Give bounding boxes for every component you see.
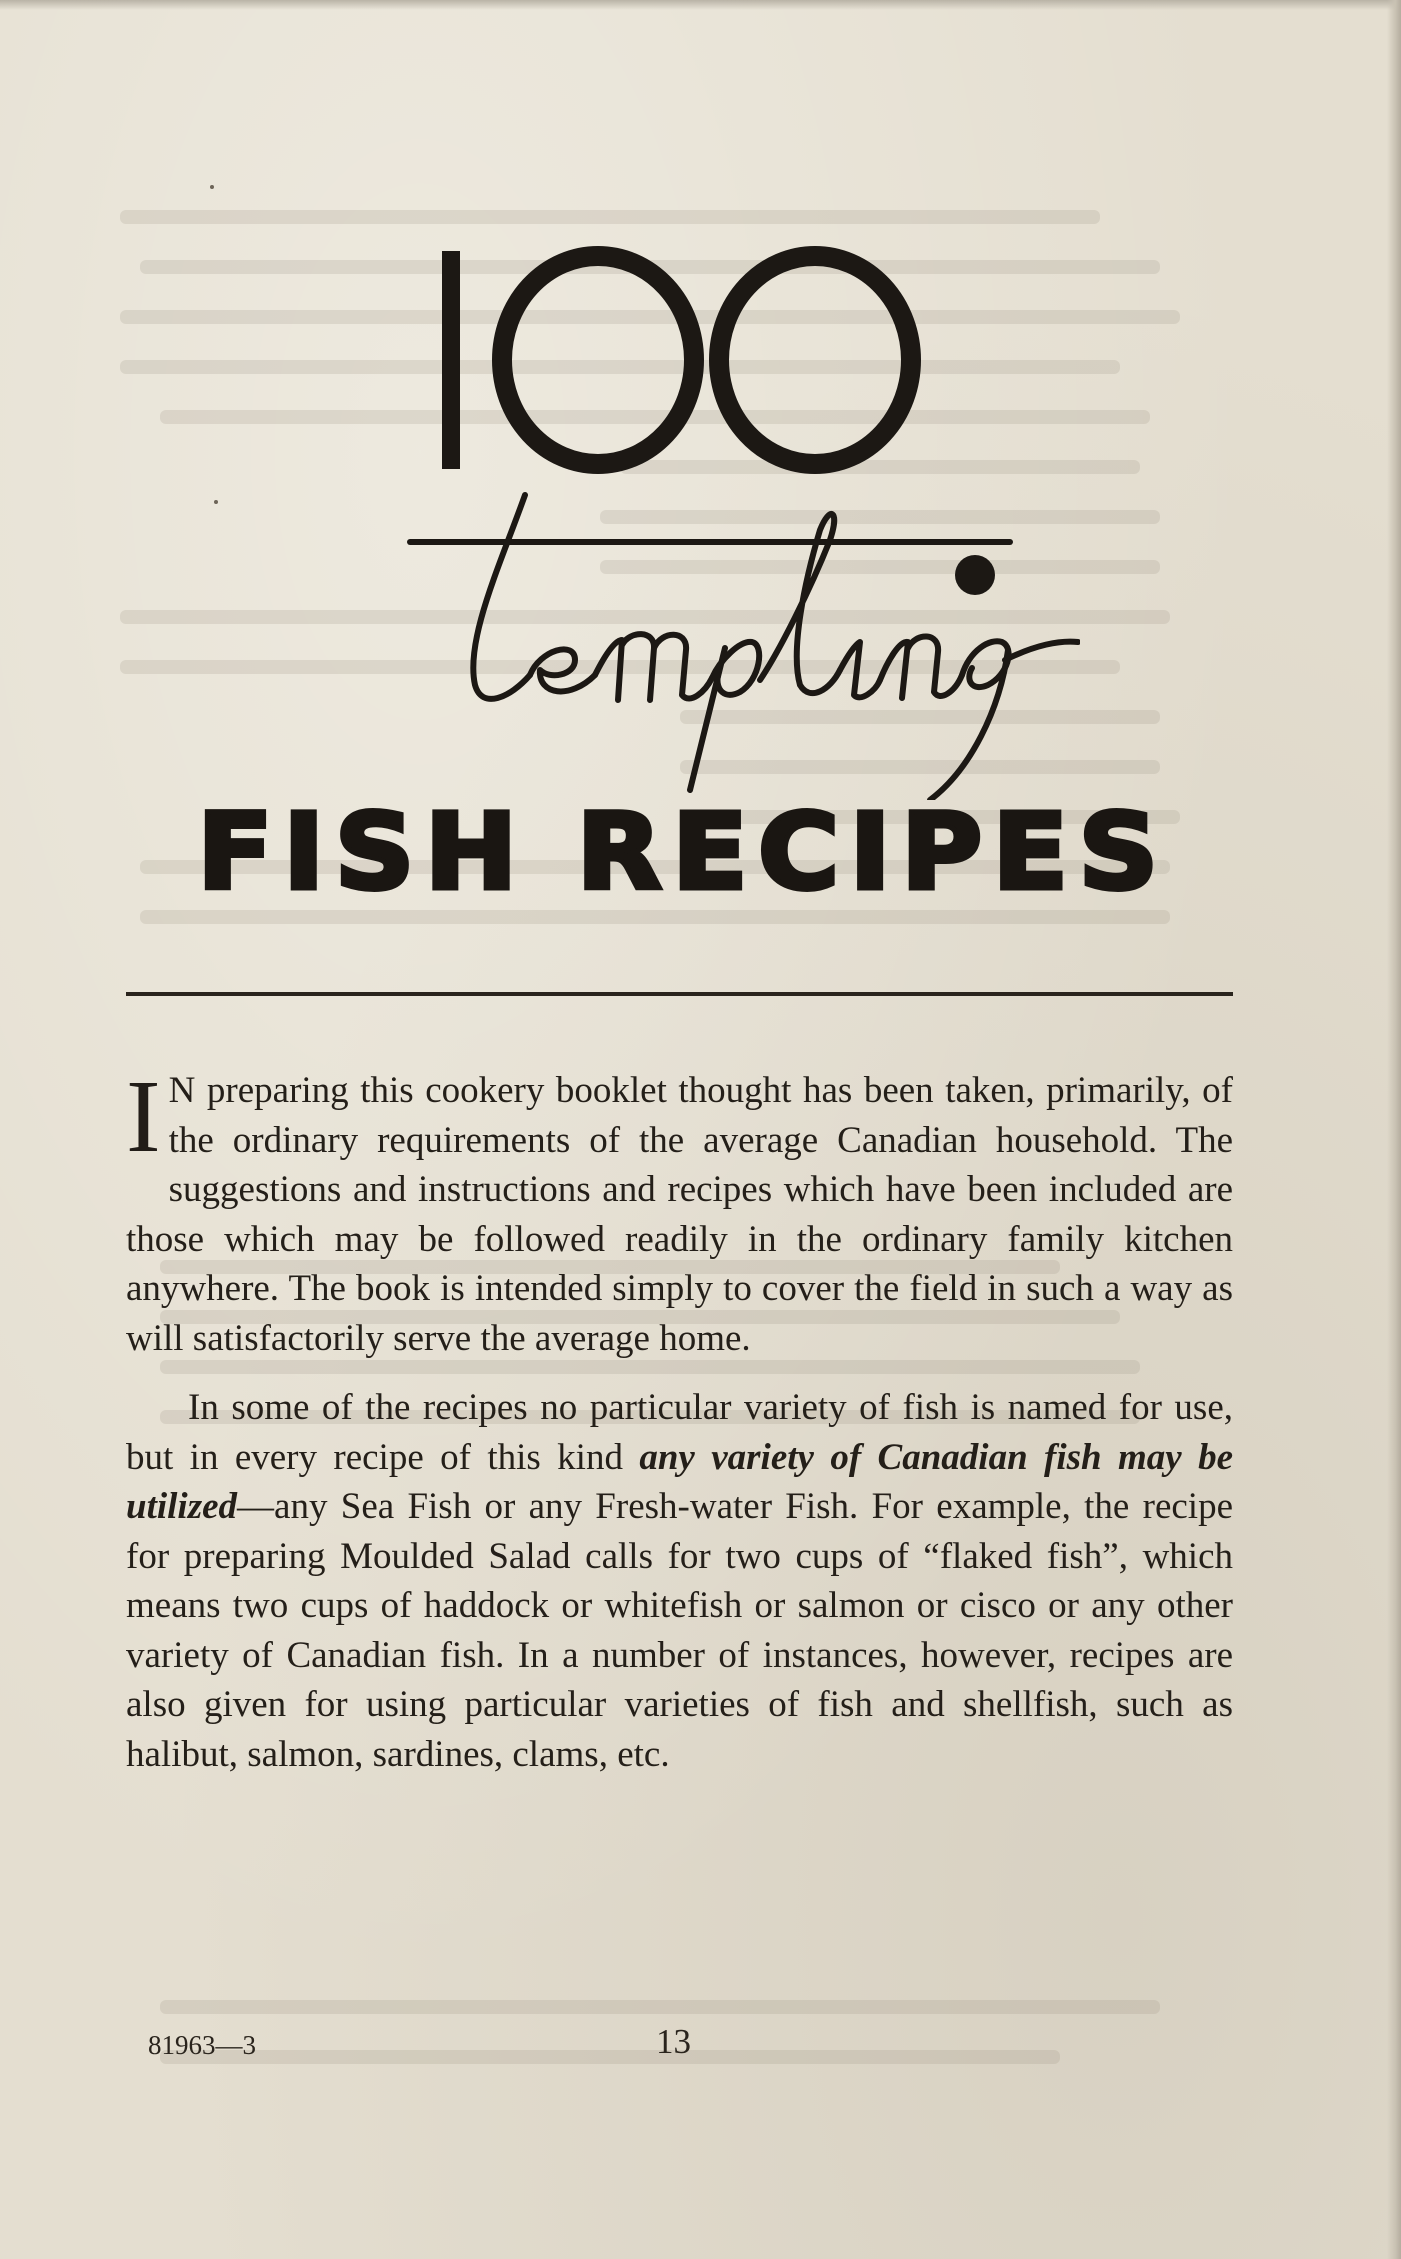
page-top-edge <box>0 0 1401 10</box>
page-number: 13 <box>656 2022 691 2061</box>
intro-paragraph-2 <box>126 1383 1233 1779</box>
title-fish-recipes: FISH RECIPES <box>197 791 1169 913</box>
paragraph-1-text: preparing this cookery booklet thought has been taken, primarily, of the ordinary requirements of the average Canadian household. The suggestions and instructions and recipes which have been included are those which may be followed readily in the ordinary family kitchen anywhere. The book is intended simply to cover the field in such a way as will satisfactorily serve the average home. <box>126 1070 1233 1359</box>
drop-cap: I <box>126 1059 161 1174</box>
paragraph-2-text-a: In some of the recipes no particular variety of fish is named for use, but in every recipe of this kind <box>126 1387 1233 1478</box>
first-word-rest: N <box>168 1070 196 1111</box>
intro-text <box>126 1059 1233 1779</box>
print-code: 81963—3 <box>148 2030 256 2060</box>
paragraph-2-emphasis: any variety of Canadian fish may be utilized <box>126 1436 1233 1527</box>
title-divider-rule <box>126 992 1233 996</box>
paper-speck <box>214 500 218 504</box>
paper-speck <box>210 185 214 189</box>
title-script-word-tempting <box>360 470 1080 800</box>
page-right-edge <box>1387 0 1401 2259</box>
intro-paragraph-1 <box>126 1059 1233 1363</box>
title-number-100 <box>420 245 960 475</box>
paragraph-2-text-b: —any Sea Fish or any Fresh-water Fish. For example, the recipe for preparing Moulded Salad calls for two cups of “flaked fish”, which means two cups of haddock or whitefish or salmon or cisco or any other variety of Canadian fish. In a number of instances, however, recipes are also given for using particular varieties of fish and shellfish, such as halibut, salmon, sardines, clams, etc. <box>126 1486 1233 1775</box>
